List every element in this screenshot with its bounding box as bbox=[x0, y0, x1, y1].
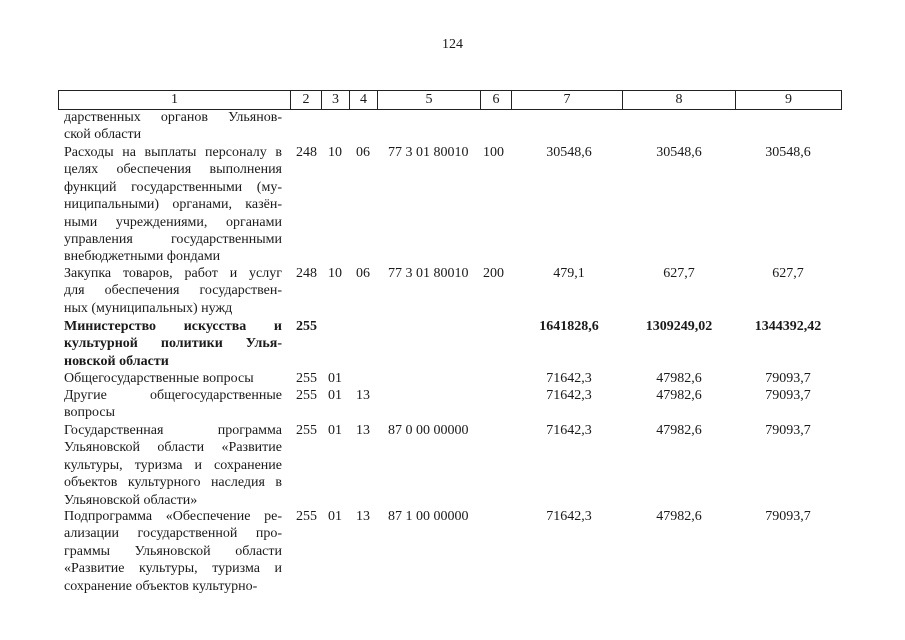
header-col-9: 9 bbox=[785, 92, 792, 107]
description-line: Подпрограмма «Обеспечение ре- bbox=[64, 509, 282, 524]
description-line: культурной политики Улья- bbox=[64, 336, 282, 352]
admin-code: 255 bbox=[296, 423, 317, 438]
table-header bbox=[58, 90, 842, 110]
description-line: Расходы на выплаты персоналу в bbox=[64, 145, 282, 160]
amount-col-7: 71642,3 bbox=[546, 371, 592, 386]
subsection-code: 06 bbox=[356, 145, 370, 160]
description-line: граммы Ульяновской области bbox=[64, 543, 282, 559]
admin-code: 255 bbox=[296, 371, 317, 386]
admin-code: 248 bbox=[296, 145, 317, 160]
header-col-2: 2 bbox=[291, 91, 322, 109]
section-code: 01 bbox=[328, 509, 342, 524]
target-article-code: 87 1 00 00000 bbox=[388, 509, 469, 524]
description-line: объектов культурного наследия в bbox=[64, 475, 282, 491]
header-col-7: 7 bbox=[512, 91, 623, 109]
subsection-code: 06 bbox=[356, 266, 370, 281]
row-description bbox=[64, 265, 282, 317]
section-code: 10 bbox=[328, 145, 342, 160]
amount-col-8: 30548,6 bbox=[656, 145, 702, 160]
amount-col-9: 627,7 bbox=[772, 266, 804, 281]
amount-col-8: 47982,6 bbox=[656, 388, 702, 403]
amount-col-9: 1344392,42 bbox=[754, 319, 822, 334]
page-number: 124 bbox=[442, 37, 463, 52]
amount-col-7: 71642,3 bbox=[546, 509, 592, 524]
row-description bbox=[64, 370, 282, 387]
amount-col-9: 79093,7 bbox=[765, 388, 811, 403]
amount-col-7: 479,1 bbox=[553, 266, 585, 281]
row-description bbox=[64, 422, 282, 509]
amount-col-7: 30548,6 bbox=[546, 145, 592, 160]
row-description bbox=[64, 387, 282, 422]
row-description bbox=[64, 144, 282, 266]
amount-col-9: 79093,7 bbox=[765, 423, 811, 438]
section-code: 01 bbox=[328, 423, 342, 438]
description-line: сохранение объектов культурно- bbox=[64, 578, 258, 594]
description-line: ными учреждениями, органами bbox=[64, 214, 282, 230]
admin-code: 255 bbox=[296, 388, 317, 403]
target-article-code: 87 0 00 00000 bbox=[388, 423, 469, 438]
description-line: функций государственными (му- bbox=[64, 179, 282, 195]
subsection-code: 13 bbox=[356, 509, 370, 524]
target-article-code: 77 3 01 80010 bbox=[388, 266, 469, 281]
description-line: внебюджетными фондами bbox=[64, 249, 221, 265]
amount-col-9: 30548,6 bbox=[765, 145, 811, 160]
row-description bbox=[64, 318, 282, 370]
description-line: Закупка товаров, работ и услуг bbox=[64, 266, 282, 281]
expense-type-code: 100 bbox=[483, 145, 504, 160]
row-description bbox=[64, 109, 282, 144]
description-line: новской области bbox=[64, 353, 169, 369]
description-line: Другие общегосударственные bbox=[64, 388, 282, 403]
header-col-1: 1 bbox=[59, 91, 291, 109]
header-col-8: 8 bbox=[623, 91, 736, 109]
row-description bbox=[64, 508, 282, 595]
description-line: ниципальными) органами, казён- bbox=[64, 197, 282, 213]
section-code: 10 bbox=[328, 266, 342, 281]
target-article-code: 77 3 01 80010 bbox=[388, 145, 469, 160]
admin-code: 248 bbox=[296, 266, 317, 281]
description-line: вопросы bbox=[64, 405, 115, 421]
amount-col-8: 47982,6 bbox=[656, 371, 702, 386]
description-line: культуры, туризма и сохранение bbox=[64, 457, 282, 473]
description-line: целях обеспечения выполнения bbox=[64, 162, 282, 178]
description-line: ской области bbox=[64, 127, 142, 143]
amount-col-7: 1641828,6 bbox=[539, 319, 599, 334]
admin-code: 255 bbox=[296, 509, 317, 524]
admin-code: 255 bbox=[296, 319, 317, 334]
description-line: для обеспечения государствен- bbox=[64, 283, 282, 299]
amount-col-8: 627,7 bbox=[663, 266, 695, 281]
amount-col-9: 79093,7 bbox=[765, 509, 811, 524]
amount-col-9: 79093,7 bbox=[765, 371, 811, 386]
amount-col-8: 47982,6 bbox=[656, 509, 702, 524]
header-col-4: 4 bbox=[350, 91, 378, 109]
description-line: «Развитие культуры, туризма и bbox=[64, 561, 282, 577]
subsection-code: 13 bbox=[356, 423, 370, 438]
section-code: 01 bbox=[328, 371, 342, 386]
description-line: Ульяновской области «Развитие bbox=[64, 440, 282, 456]
header-col-3: 3 bbox=[322, 91, 350, 109]
subsection-code: 13 bbox=[356, 388, 370, 403]
description-line: Государственная программа bbox=[64, 423, 282, 438]
description-line: управления государственными bbox=[64, 232, 282, 248]
header-col-5: 5 bbox=[378, 91, 481, 109]
section-code: 01 bbox=[328, 388, 342, 403]
amount-col-7: 71642,3 bbox=[546, 388, 592, 403]
description-line: дарственных органов Ульянов- bbox=[64, 110, 282, 125]
expense-type-code: 200 bbox=[483, 266, 504, 281]
description-line: ализации государственной про- bbox=[64, 526, 282, 542]
description-line: ных (муниципальных) нужд bbox=[64, 300, 233, 316]
amount-col-8: 47982,6 bbox=[656, 423, 702, 438]
header-col-6: 6 bbox=[481, 91, 512, 109]
amount-col-8: 1309249,02 bbox=[645, 319, 713, 334]
description-line: Ульяновской области» bbox=[64, 492, 198, 508]
description-line: Министерство искусства и bbox=[64, 319, 282, 334]
description-line: Общегосударственные вопросы bbox=[64, 371, 254, 386]
amount-col-7: 71642,3 bbox=[546, 423, 592, 438]
